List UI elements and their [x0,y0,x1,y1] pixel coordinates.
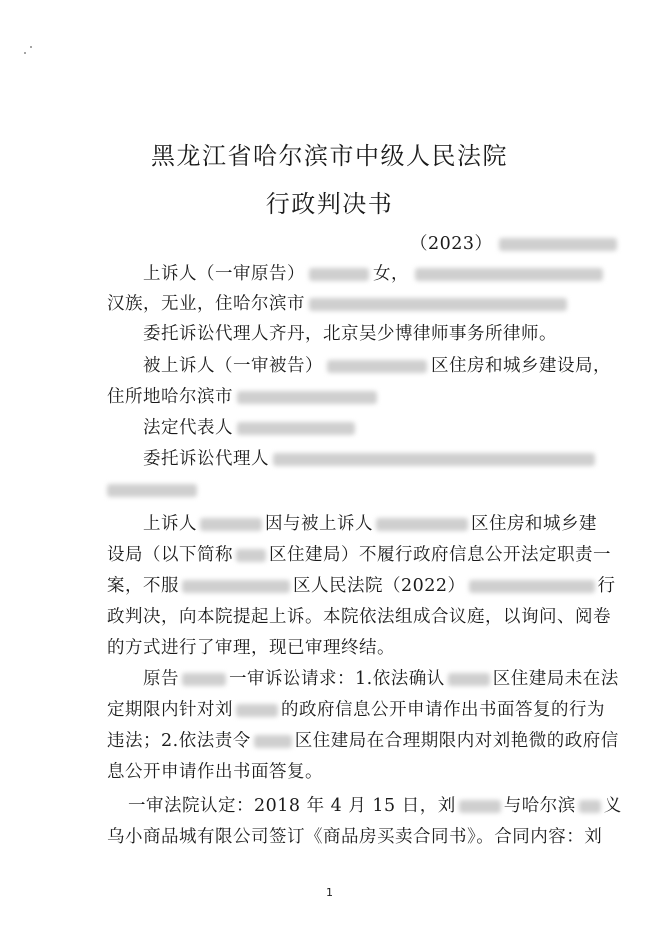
text-segment: 区住房和城乡建设局， [431,356,611,376]
text-segment: 因与被上诉人 [265,514,373,534]
redacted-text [182,673,226,686]
text-segment: 女， [373,264,409,284]
text-segment: 汉族，无业，住哈尔滨市 [107,294,305,314]
paragraph-line [107,575,616,597]
text-segment: 区住建局未在法 [492,669,619,689]
document-type: 行政判决书 [265,190,394,218]
scan-speck [30,46,32,48]
text-segment: 违法；2.依法责令 [107,731,251,751]
text-segment: 的政府信息公开申请作出书面答复的行为 [281,700,605,720]
text-segment: 委托诉讼代理人齐丹，北京吴少博律师事务所律师。 [143,324,557,344]
text-segment: 区住房和城乡建 [471,514,597,534]
case-number-year: （2023） [410,234,493,254]
redacted-text [182,580,290,593]
text-segment: 案，不服 [107,576,179,596]
text-segment: 区住建局）不履行政府信息公开法定职责一 [269,545,611,565]
case-number [410,233,617,255]
text-segment: 的方式进行了审理，现已审理终结。 [107,638,395,658]
text-segment: 息公开申请作出书面答复。 [107,762,323,782]
text-segment: 乌小商品城有限公司签订《商品房买卖合同书》。合同内容：刘 [107,827,603,847]
redacted-text [448,673,490,686]
redacted-text [236,549,266,562]
paragraph-line [107,826,602,848]
text-segment: 区人民法院（2022） [293,576,466,596]
text-segment: 一审法院认定：2018 年 4 月 15 日，刘 [128,796,456,816]
redacted-text [273,453,595,466]
paragraph-line [107,293,567,315]
paragraph-line [143,323,557,345]
text-segment: 义 [603,796,622,816]
paragraph-line [143,448,595,470]
paragraph-line [128,795,622,817]
paragraph-line [143,668,619,690]
text-segment: 区住建局在合理期限内对刘艳微的政府信 [294,731,619,751]
redacted-text [469,580,595,593]
text-segment: 法定代表人 [143,418,233,438]
court-name: 黑龙江省哈尔滨市中级人民法院 [151,142,508,170]
text-segment: 委托诉讼代理人 [143,449,269,469]
redacted-text [309,268,369,281]
text-segment: 住所地哈尔滨市 [107,387,233,407]
redacted-text [309,298,567,311]
redacted-text [237,391,377,404]
text-segment: 原告 [143,669,179,689]
paragraph-line [107,699,605,721]
text-segment: 定期限内针对刘 [107,700,233,720]
redacted-text [107,484,197,497]
text-segment: 上诉人 [143,514,197,534]
redacted-text [376,518,468,531]
page-number: 1 [326,886,333,899]
paragraph-line [107,544,611,566]
redacted-text [415,268,603,281]
text-segment: 被上诉人（一审被告） [143,356,323,376]
redacted-text [254,735,292,748]
paragraph-line [143,263,603,285]
text-segment: 政判决，向本院提起上诉。本院依法组成合议庭，以询问、阅卷 [107,607,611,627]
text-segment: 上诉人（一审原告） [143,264,305,284]
paragraph-line [143,513,597,535]
redacted-text [200,518,262,531]
redacted-text [237,422,355,435]
paragraph-line [107,761,323,783]
redacted-text [499,238,617,251]
paragraph-line [107,479,197,501]
redacted-text [459,800,501,813]
text-segment: 设局（以下简称 [107,545,233,565]
paragraph-line [143,355,611,377]
redacted-text [327,360,427,373]
paragraph-line [107,730,619,752]
text-segment: 行 [597,576,616,596]
redacted-text [236,704,278,717]
paragraph-line [107,637,395,659]
scan-speck [24,52,26,54]
redacted-text [579,800,601,813]
paragraph-line [143,417,355,439]
text-segment: 与哈尔滨 [503,796,576,816]
paragraph-line [107,606,611,628]
text-segment: 一审诉讼请求：1.依法确认 [229,669,445,689]
paragraph-line [107,386,377,408]
